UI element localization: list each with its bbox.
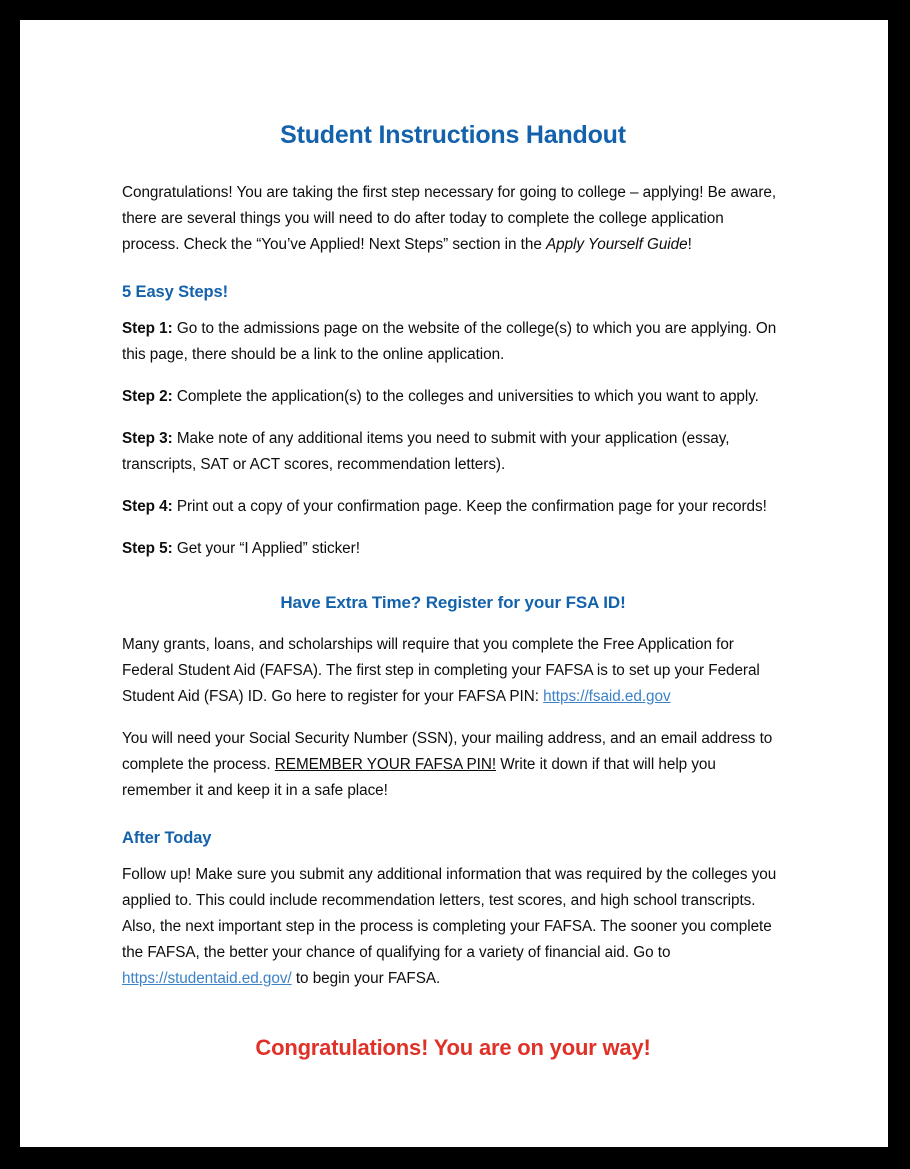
section-heading-fsa-id: Have Extra Time? Register for your FSA ID!: [280, 593, 626, 613]
step-label: Step 4:: [122, 498, 173, 516]
fsaid-link[interactable]: https://fsaid.ed.gov: [543, 687, 671, 705]
fsa-paragraph-two: [122, 726, 784, 804]
step-label: Step 3:: [122, 430, 173, 448]
after-today-text-before-link: Follow up! Make sure you submit any additional information that was required by the colleges you applied to. This could include recommendation letters, test scores, and high school transcripts. Also, the next important step in the process is completing your FAFSA. The sooner you complete the FAFSA, the better your chance of qualifying for a variety of financial aid. Go to: [122, 865, 777, 961]
document-page: [20, 20, 888, 1147]
step-text: Get your “I Applied” sticker!: [172, 540, 360, 558]
fsa-text-before-link: Many grants, loans, and scholarships will require that you complete the Free Application for Federal Student Aid (FAFSA). The first step in completing your FAFSA is to set up your Federal Student Aid (FSA) ID. Go here to register for your FAFSA PIN:: [122, 635, 760, 705]
step-label: Step 5:: [122, 540, 173, 558]
section-heading-after-today: After Today: [122, 828, 212, 847]
fsa-text-after-underline: Write it down if that will help you remember it and keep it in a safe place!: [122, 755, 716, 799]
step-item: [122, 316, 784, 368]
step-label: Step 2:: [122, 388, 173, 406]
step-text: Print out a copy of your confirmation page. Keep the confirmation page for your records!: [172, 498, 767, 516]
step-text: Make note of any additional items you need to submit with your application (essay, transcripts, SAT or ACT scores, recommendation letters).: [122, 430, 730, 474]
intro-paragraph: [122, 180, 784, 258]
page-title: Student Instructions Handout: [280, 121, 626, 149]
step-text: Complete the application(s) to the colleges and universities to which you want to apply.: [172, 388, 759, 406]
fsa-paragraph-one: [122, 632, 784, 710]
step-label: Step 1:: [122, 320, 173, 338]
step-item: [122, 494, 784, 520]
after-today-paragraph: [122, 862, 784, 992]
remember-fafsa-pin-emphasis: REMEMBER YOUR FAFSA PIN!: [274, 755, 497, 773]
studentaid-link[interactable]: https://studentaid.ed.gov/: [122, 969, 292, 987]
step-item: [122, 536, 784, 562]
section-heading-easy-steps: 5 Easy Steps!: [122, 283, 229, 301]
closing-message: Congratulations! You are on your way!: [255, 1034, 651, 1060]
step-item: [122, 384, 784, 410]
step-item: [122, 426, 784, 478]
document-body: [122, 120, 784, 1061]
after-today-text-after-link: to begin your FAFSA.: [291, 969, 441, 987]
step-text: Go to the admissions page on the website of the college(s) to which you are applying. On this page, there should be a link to the online application.: [122, 320, 777, 364]
intro-text-after-italic: !: [687, 236, 692, 253]
fsa-text-before-underline: You will need your Social Security Number (SSN), your mailing address, and an email address to complete the process.: [122, 729, 773, 773]
intro-text-before-italic: Congratulations! You are taking the first step necessary for going to college – applying! Be aware, there are several things you will need to do after today to complete the college application process. Check the “You’ve Applied! Next Steps” section in the: [122, 184, 777, 253]
intro-guide-title: Apply Yourself Guide: [545, 236, 688, 253]
